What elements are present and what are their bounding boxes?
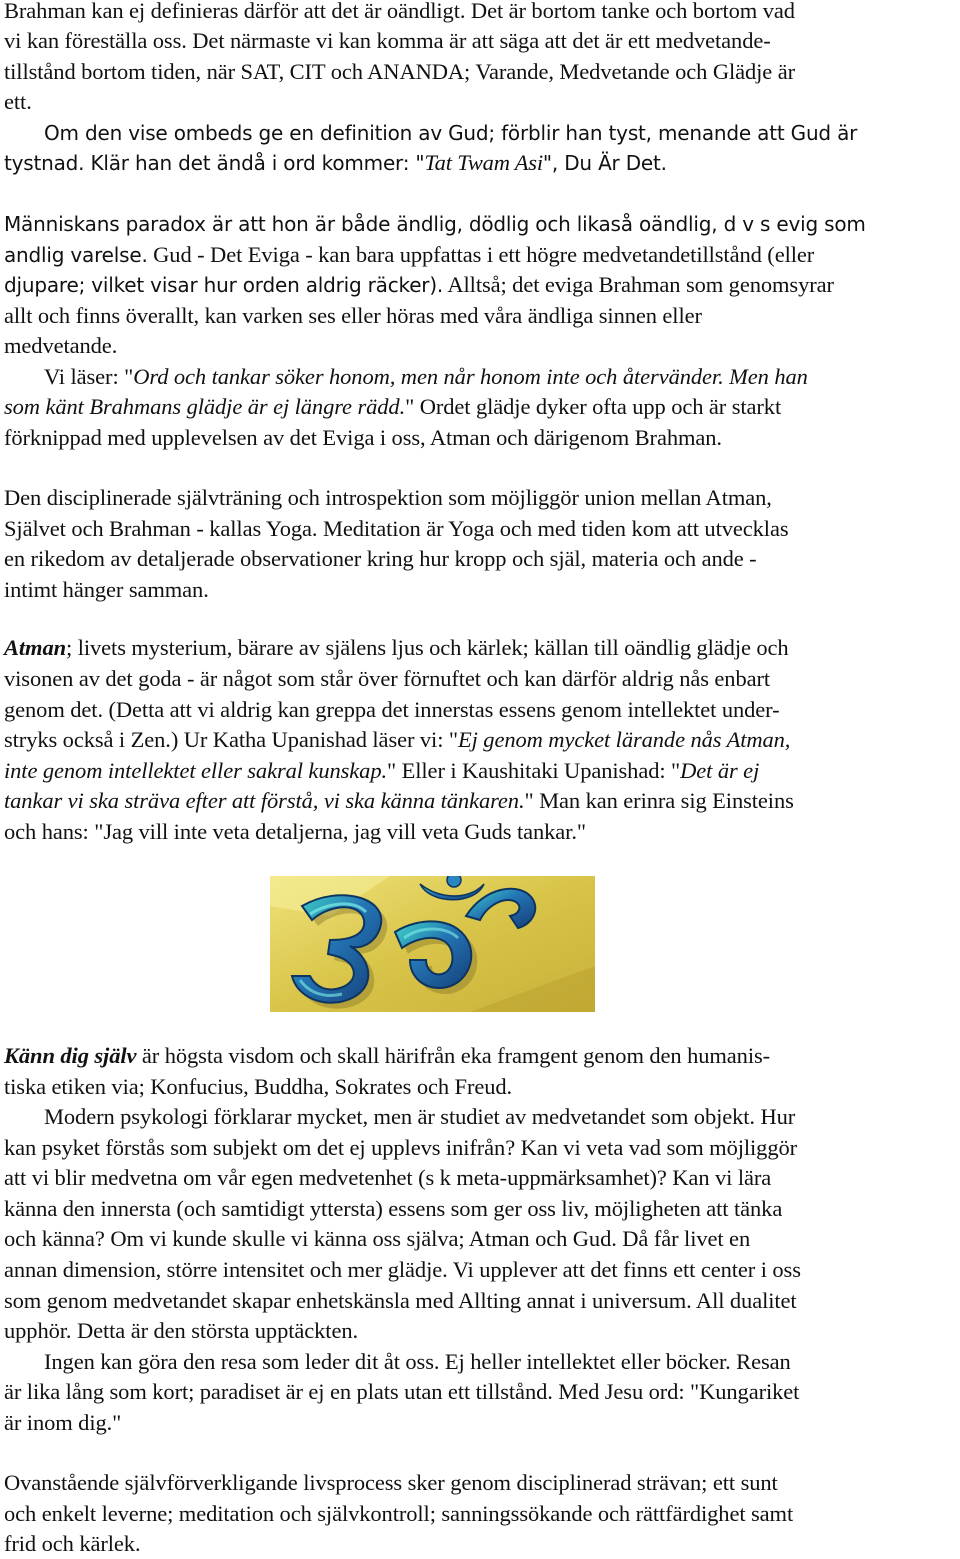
text-line: och enkelt leverne; meditation och självkontroll; sanningssökande och rättfärdighet samt: [4, 1501, 794, 1526]
text-line: en rikedom av detaljerade observationer kring hur kropp och själ, materia och ande -: [4, 546, 757, 571]
quote-italic: Tat Twam Asi: [424, 150, 543, 175]
text-line: allt och finns överallt, kan varken ses eller höras med våra ändliga sinnen eller: [4, 303, 702, 328]
text-line: tystnad. Klär han det ändå i ord kommer: "Tat Twam Asi", Du Är Det.: [4, 150, 667, 175]
text-line: tankar vi ska sträva efter att förstå, vi ska känna tänkaren." Man kan erinra sig Einsteins: [4, 788, 794, 813]
text-line: Vi läser: "Ord och tankar söker honom, men når honom inte och återvänder. Men han: [44, 364, 808, 389]
text-line: visonen av det goda - är något som står över förnuftet och kan därför aldrig nås enbart: [4, 666, 771, 691]
text-line: som genom medvetandet skapar enhetskänsla med Allting annat i universum. All dualitet: [4, 1288, 797, 1313]
text-line: upphör. Detta är den största upptäckten.: [4, 1318, 359, 1343]
text-line: inte genom intellektet eller sakral kunskap." Eller i Kaushitaki Upanishad: "Det är ej: [4, 758, 760, 783]
quote-italic: Ej genom mycket lärande nås Atman,: [457, 727, 791, 752]
text-line: annan dimension, större intensitet och mer glädje. Vi upplever att det finns ett center i oss: [4, 1257, 801, 1282]
term-kann-dig-sjalv: Känn dig själv: [4, 1043, 137, 1068]
text-line: vi kan föreställa oss. Det närmaste vi kan komma är att säga att det är ett medvetande-: [4, 28, 771, 53]
text-line: att vi blir medvetna om vår egen medvetenhet (s k meta-uppmärksamhet)? Kan vi lära: [4, 1165, 772, 1190]
text-line: Människans paradox är att hon är både ändlig, dödlig och likaså oändlig, d v s evig som: [4, 212, 866, 236]
text-line: tiska etiken via; Konfucius, Buddha, Sokrates och Freud.: [4, 1074, 513, 1099]
text-line: Om den vise ombeds ge en definition av Gud; förblir han tyst, menande att Gud är: [44, 121, 858, 145]
text-line: som känt Brahmans glädje är ej längre rädd." Ordet glädje dyker ofta upp och är starkt: [4, 394, 782, 419]
text-line: och hans: "Jag vill inte veta detaljerna, jag vill veta Guds tankar.": [4, 819, 586, 844]
text-line: känna den innersta (och samtidigt yttersta) essens som ger oss liv, möjligheten att tänka: [4, 1196, 783, 1221]
text-line: förknippad med upplevelsen av det Eviga i oss, Atman och därigenom Brahman.: [4, 425, 722, 450]
quote-italic: Ord och tankar söker honom, men når honom inte och återvänder. Men han: [133, 364, 808, 389]
text-line: tillstånd bortom tiden, när SAT, CIT och ANANDA; Varande, Medvetande och Glädje är: [4, 59, 796, 84]
text-line: Modern psykologi förklarar mycket, men är studiet av medvetandet som objekt. Hur: [44, 1104, 796, 1129]
text-line: frid och kärlek.: [4, 1531, 141, 1556]
text-line: är lika lång som kort; paradiset är ej en plats utan ett tillstånd. Med Jesu ord: "Kungariket: [4, 1379, 800, 1404]
text-line: Brahman kan ej definieras därför att det är oändligt. Det är bortom tanke och bortom vad: [4, 0, 795, 23]
text-line: medvetande.: [4, 333, 118, 358]
om-symbol-image: [270, 876, 595, 1012]
quote-italic: Det är ej: [680, 758, 760, 783]
text-line: och känna? Om vi kunde skulle vi känna oss själva; Atman och Gud. Då får livet en: [4, 1226, 751, 1251]
text-line: Ovanstående självförverkligande livsprocess sker genom disciplinerad strävan; ett sunt: [4, 1470, 778, 1495]
text-line: djupare; vilket visar hur orden aldrig räcker). Alltså; det eviga Brahman som genomsyrar: [4, 272, 834, 297]
text-line: Självet och Brahman - kallas Yoga. Meditation är Yoga och med tiden kom att utvecklas: [4, 516, 789, 541]
om-symbol-icon: [270, 876, 595, 1012]
text-line: intimt hänger samman.: [4, 577, 209, 602]
quote-italic: tankar vi ska sträva efter att förstå, vi ska känna tänkaren.: [4, 788, 525, 813]
text-line: Ingen kan göra den resa som leder dit åt oss. Ej heller intellektet eller böcker. Resan: [44, 1349, 791, 1374]
text-line: andlig varelse. Gud - Det Eviga - kan bara uppfattas i ett högre medvetandetillstånd (eller: [4, 242, 815, 267]
quote-italic: som känt Brahmans glädje är ej längre rädd.: [4, 394, 406, 419]
text-line: kan psyket förstås som subjekt om det ej upplevs inifrån? Kan vi veta vad som möjliggör: [4, 1135, 798, 1160]
term-atman: Atman: [4, 635, 67, 660]
quote-italic: inte genom intellektet eller sakral kunskap.: [4, 758, 387, 783]
text-line: Den disciplinerade självträning och introspektion som möjliggör union mellan Atman,: [4, 485, 772, 510]
text-line: är inom dig.": [4, 1410, 122, 1435]
text-line: ett.: [4, 89, 32, 114]
text-line: stryks också i Zen.) Ur Katha Upanishad läser vi: "Ej genom mycket lärande nås Atman,: [4, 727, 791, 752]
text-line: Atman; livets mysterium, bärare av själens ljus och kärlek; källan till oändlig glädje och: [4, 635, 789, 660]
text-line: genom det. (Detta att vi aldrig kan greppa det innerstas essens genom intellektet under-: [4, 697, 780, 722]
text-line: Känn dig själv är högsta visdom och skall härifrån eka framgent genom den humanis-: [4, 1043, 771, 1068]
